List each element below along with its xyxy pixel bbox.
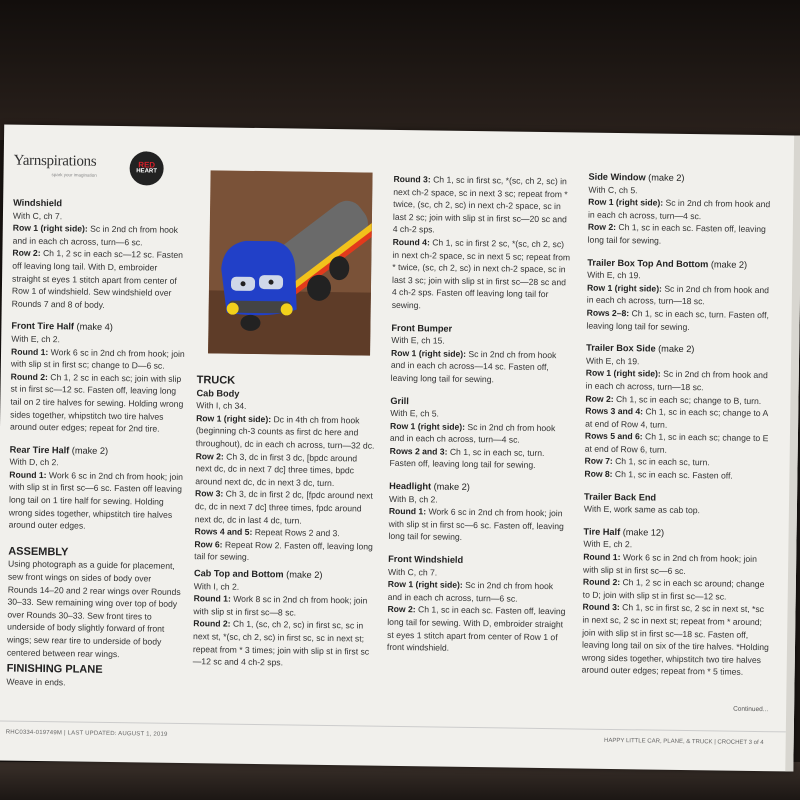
instruction-label: Rows 3 and 4: bbox=[585, 405, 644, 417]
instruction-text: Work 6 sc in 2nd ch from hook; join with slip st in first sc—6 sc. bbox=[583, 552, 757, 576]
column-1 bbox=[7, 197, 189, 672]
instruction-text: Ch 1, sc in first sc, 2 sc in next st, *sc in next sc, 2 sc in next st; repeat from * around; join with slip st in first sc—18 sc. Fasten off, leaving long tail on six of the tire halves. *Holding wrong sides together, whipstitch two tire halves around outer edges; repeat from * 5 times. bbox=[581, 602, 769, 678]
instruction-text: Ch 1, 2 sc in each sc—12 sc. Fasten off leaving long tail. With D, embroider straight st eyes 1 stitch apart from center of Row 1 of windshield. Sew windshield over Rounds 7 and 8 of body. bbox=[11, 248, 184, 310]
truck-photo bbox=[208, 170, 373, 355]
truck-section bbox=[194, 370, 377, 575]
instruction-text: Sc in 2nd ch from hook and in each ch across, turn—18 sc. bbox=[585, 368, 768, 393]
footer-pattern-id: RHC0334-019749M | LAST UPDATED: AUGUST 1, 2019 bbox=[5, 729, 168, 738]
instruction-label: Row 6: bbox=[194, 538, 223, 550]
instruction-text: Dc in 4th ch from hook (beginning ch-3 counts as first dc here and throughout), dc in each ch across, turn—32 dc. bbox=[195, 413, 375, 451]
instruction-text: With D, ch 2. bbox=[9, 456, 59, 468]
instruction-label: Rows 5 and 6: bbox=[584, 430, 643, 442]
instruction-label: Round 1: bbox=[10, 346, 49, 357]
instruction-line bbox=[390, 420, 570, 448]
instruction-line bbox=[587, 281, 777, 309]
section-heading-note: (make 2) bbox=[283, 569, 323, 580]
instruction-text: Sc in 2nd ch from hook and in each ch across—14 sc. Fasten off, leaving long tail for sewing. bbox=[390, 348, 557, 385]
instruction-label: Row 2: bbox=[587, 221, 617, 233]
red-heart-logo bbox=[129, 151, 163, 185]
instruction-text: Ch 1, sc in each sc; change to A at end of Row 4, turn. bbox=[585, 406, 768, 430]
instruction-text: Ch 1, sc in each sc, turn. Fasten off, leaving long tail for sewing. bbox=[389, 446, 545, 471]
instruction-line bbox=[11, 345, 186, 373]
instruction-label: Row 7: bbox=[584, 456, 613, 467]
section-heading-text: Trailer Box Side bbox=[586, 342, 656, 354]
instruction-text: Sc in 2nd ch from hook and in each ch across, turn—18 sc. bbox=[586, 283, 770, 307]
instruction-label: Row 1 (right side): bbox=[387, 579, 463, 591]
instruction-line bbox=[585, 405, 775, 433]
brand-tagline: spark your imagination bbox=[51, 172, 97, 178]
page-footer bbox=[0, 720, 786, 756]
instruction-text: With E, ch 2. bbox=[583, 539, 633, 550]
instruction-label: Round 3: bbox=[393, 173, 431, 185]
instruction-text: Ch 1, sc in each sc. Fasten off, leaving long tail for sewing. bbox=[587, 222, 766, 246]
instruction-label: Round 2: bbox=[193, 618, 231, 630]
instruction-text: With C, ch 7. bbox=[12, 210, 63, 221]
instruction-text: With E, ch 5. bbox=[390, 407, 440, 419]
brand-logo: Yarnspirations bbox=[13, 152, 97, 170]
instruction-label: Round 1: bbox=[388, 506, 427, 517]
instruction-text: Ch 1, sc in each sc, turn. Fasten off, leaving long tail for sewing. bbox=[586, 308, 770, 332]
instruction-label: Round 1: bbox=[193, 593, 231, 604]
instruction-label: Row 2: bbox=[387, 604, 416, 615]
instruction-text: With E, ch 15. bbox=[391, 334, 445, 346]
instruction-label: Row 1 (right side): bbox=[196, 412, 272, 424]
instruction-line bbox=[584, 468, 774, 483]
instruction-line bbox=[13, 222, 188, 250]
instruction-label: Row 3: bbox=[195, 488, 224, 499]
column-4 bbox=[581, 171, 778, 690]
instruction-label: Round 1: bbox=[9, 469, 47, 480]
instruction-text: Work 6 sc in 2nd ch from hook; join with slip st in first sc—6 sc. Fasten off leaving long tail on 1 tire half for sewing. Holding wrong sides together, whipstitch tire halves around outer edges. bbox=[8, 469, 184, 531]
finishing-title: FINISHING PLANE bbox=[6, 662, 103, 676]
instruction-line bbox=[388, 578, 568, 606]
instruction-line bbox=[583, 551, 773, 579]
instruction-line bbox=[195, 450, 376, 490]
instruction-text: With E, work same as cab top. bbox=[583, 503, 701, 516]
section-heading-text: Front Tire Half bbox=[11, 320, 75, 332]
instruction-line bbox=[391, 347, 572, 387]
section-heading-note: (make 2) bbox=[708, 258, 748, 270]
instruction-text: With E, ch 19. bbox=[587, 269, 641, 281]
instruction-label: Row 2: bbox=[12, 247, 41, 259]
section-heading-text: Front Windshield bbox=[388, 553, 464, 565]
instruction-line bbox=[196, 412, 377, 452]
instruction-label: Row 1 (right side): bbox=[588, 196, 664, 208]
instruction-line bbox=[9, 468, 185, 533]
instruction-label: Row 1 (right side): bbox=[389, 420, 466, 432]
instruction-line bbox=[586, 367, 776, 395]
instruction-text: Work 8 sc in 2nd ch from hook; join with slip st in first sc—8 sc. bbox=[193, 593, 368, 618]
instruction-line bbox=[7, 558, 183, 661]
pattern-page bbox=[0, 124, 800, 771]
instruction-line bbox=[585, 430, 775, 458]
instruction-line bbox=[193, 618, 374, 671]
instruction-line bbox=[392, 236, 573, 314]
instruction-text: Ch 3, dc in first 3 dc, [bpdc around next dc, dc in next 7 dc] three times, bpdc around next dc, dc in next 3 dc, turn. bbox=[195, 451, 358, 488]
section-heading-text: Rear Tire Half bbox=[9, 444, 70, 456]
red-heart-logo-top: RED bbox=[138, 160, 156, 170]
instruction-label: Round 4: bbox=[392, 236, 430, 248]
truck-photo-illustration bbox=[208, 170, 373, 355]
section-heading-text: Windshield bbox=[13, 197, 63, 209]
instruction-label: Round 2: bbox=[10, 371, 49, 382]
instruction-label: Round 1: bbox=[583, 551, 621, 563]
instruction-line bbox=[195, 487, 376, 527]
instruction-text: Ch 1, sc in first sc, *(sc, ch 2, sc) in next ch-2 space, sc in next 3 sc; repeat from * twice, (sc, ch 2, sc) in next ch-2 space, sc in last 2 sc; join with slip st in first sc—20 sc and 4 ch-2 sps. bbox=[392, 174, 568, 235]
section-heading-text: Front Bumper bbox=[391, 322, 453, 334]
instruction-label: Rows 2 and 3: bbox=[389, 445, 448, 457]
instruction-text: Repeat Rows 2 and 3. bbox=[252, 527, 340, 539]
instruction-label: Row 8: bbox=[584, 468, 613, 480]
cab-top-section bbox=[193, 567, 375, 680]
instruction-text: With E, ch 19. bbox=[585, 355, 640, 367]
section-heading-note: (make 2) bbox=[655, 343, 695, 355]
section-heading-text: Trailer Box Top And Bottom bbox=[587, 257, 709, 269]
instruction-text: Ch 3, dc in first 2 dc, [fpdc around next dc, dc in next 7 dc] three times, fpdc around next dc, dc in last 4 dc, turn. bbox=[194, 488, 373, 526]
instruction-text: With B, ch 2. bbox=[388, 493, 438, 505]
instruction-text: Ch 1, (sc, ch 2, sc) in first sc, sc in next st, *(sc, ch 2, sc) in first sc, sc in next st; repeat from * 3 times; join with slip st in first sc—12 sc and 4 ch-2 sps. bbox=[192, 619, 370, 668]
background-top bbox=[0, 0, 800, 140]
instruction-text: With E, ch 2. bbox=[11, 333, 61, 345]
instruction-label: Rows 2–8: bbox=[586, 307, 630, 319]
finishing-text: Weave in ends. bbox=[6, 676, 66, 687]
section-heading-note: (make 12) bbox=[620, 526, 665, 538]
section-heading-text: Cab Body bbox=[196, 387, 240, 399]
instruction-label: Row 1 (right side): bbox=[586, 282, 663, 294]
instruction-line bbox=[582, 601, 773, 679]
section-heading-text: Grill bbox=[390, 395, 409, 406]
instruction-label: Row 1 (right side): bbox=[391, 347, 467, 359]
instruction-line bbox=[389, 445, 569, 473]
instruction-text: Ch 1, sc in each sc; change to E at end of Row 6, turn. bbox=[584, 431, 769, 455]
instruction-text: Work 6 sc in 2nd ch from hook; join with slip st in first sc—6 sc. Fasten off, leaving long tail for sewing. bbox=[388, 506, 564, 543]
instruction-label: Rows 4 and 5: bbox=[194, 526, 253, 538]
section-heading-note: (make 4) bbox=[73, 321, 113, 333]
instruction-text: Sc in 2nd ch from hook and in each ch across, turn—4 sc. bbox=[389, 421, 556, 445]
instruction-line bbox=[588, 221, 778, 249]
instruction-text: Ch 1, 2 sc in each sc around; change to D; join with slip st in first sc—12 sc. bbox=[582, 577, 765, 602]
section-heading-text: Side Window bbox=[588, 171, 646, 183]
instruction-line bbox=[393, 173, 574, 238]
instruction-text: With I, ch 34. bbox=[196, 400, 247, 412]
instruction-text: With I, ch 2. bbox=[193, 580, 240, 592]
footer-title: HAPPY LITTLE CAR, PLANE, & TRUCK | CROCHET 3 of 4 bbox=[604, 737, 764, 747]
instruction-line bbox=[584, 503, 774, 518]
section-heading-text: Tire Half bbox=[583, 526, 621, 537]
instruction-text: Ch 1, sc in each sc, turn. bbox=[612, 456, 710, 468]
instruction-line bbox=[193, 592, 373, 620]
instruction-text: Using photograph as a guide for placement, sew front wings on sides of body over Rounds 14–20 and 2 rear wings over Rounds 30–33. Sew remaining wing over top of body over Rounds 30–33. Sew front tires to underside of body slightly forward of front wings; sew rear tire to underside of body centered between rear wings. bbox=[6, 558, 181, 659]
red-heart-logo-bottom: HEART bbox=[136, 168, 157, 175]
section-heading-text: ASSEMBLY bbox=[8, 545, 69, 559]
instruction-line bbox=[387, 603, 568, 656]
instruction-text: Ch 1, sc in each sc. Fasten off, leaving long tail for sewing. With D, embroider straight st eyes 1 stitch apart from center of Row 1 of front windshield. bbox=[386, 604, 566, 653]
instruction-text: With C, ch 7. bbox=[387, 566, 438, 578]
section-heading-note: (make 2) bbox=[431, 481, 470, 493]
instruction-line bbox=[10, 370, 186, 435]
section-heading-text: Cab Top and Bottom bbox=[193, 568, 284, 580]
section-heading-text: Headlight bbox=[389, 480, 432, 492]
column-3 bbox=[387, 173, 574, 666]
instruction-line bbox=[583, 576, 773, 604]
truck-title: TRUCK bbox=[196, 374, 236, 387]
instruction-label: Row 1 (right side): bbox=[585, 367, 661, 379]
section-heading-text: Trailer Back End bbox=[584, 491, 657, 503]
finishing-section bbox=[6, 659, 181, 691]
instruction-text: Ch 1, sc in each sc. Fasten off. bbox=[612, 469, 733, 481]
instruction-text: Ch 1, 2 sc in each sc; join with slip st in first sc—12 sc. Fasten off, leaving long tail on 2 tire halves for sewing. Holding wrong sides together, whipstitch two tire halves around outer edges; repeat for 2nd tire. bbox=[9, 371, 184, 434]
instruction-text: Sc in 2nd ch from hook and in each ch across, turn—6 sc. bbox=[12, 223, 179, 248]
instruction-text: With C, ch 5. bbox=[588, 184, 638, 195]
instruction-label: Row 2: bbox=[585, 393, 614, 404]
instruction-label: Round 2: bbox=[582, 576, 621, 588]
instruction-text: Sc in 2nd ch from hook and in each ch across, turn—6 sc. bbox=[387, 580, 554, 604]
instruction-label: Round 3: bbox=[582, 601, 620, 613]
instruction-line bbox=[12, 247, 188, 312]
instruction-label: Row 2: bbox=[195, 450, 224, 462]
instruction-label: Row 1 (right side): bbox=[12, 222, 88, 234]
instruction-line bbox=[588, 196, 778, 224]
section-heading-note: (make 2) bbox=[645, 172, 685, 183]
instruction-text: Work 6 sc in 2nd ch from hook; join with slip st in first sc; change to D—6 sc. bbox=[10, 346, 185, 371]
section-heading-note: (make 2) bbox=[69, 445, 109, 456]
continued-label: Continued... bbox=[733, 705, 769, 714]
instruction-text: Ch 1, sc in each sc; change to B, turn. bbox=[613, 393, 762, 406]
instruction-text: Ch 1, sc in first 2 sc, *(sc, ch 2, sc) in next ch-2 space, sc in next 5 sc; repeat from * twice, (sc, ch 2, sc) in next ch-2 space, sc in last 3 sc; join with slip st in first sc—28 sc and 4 ch-2 sps. Fasten off leaving long tail for sewing. bbox=[391, 237, 571, 311]
instruction-line bbox=[194, 538, 374, 566]
instruction-text: Sc in 2nd ch from hook and in each ch across, turn—4 sc. bbox=[587, 197, 771, 221]
instruction-line bbox=[388, 505, 569, 545]
instruction-line bbox=[586, 307, 776, 335]
instruction-text: Repeat Row 2. Fasten off, leaving long tail for sewing. bbox=[194, 539, 373, 563]
